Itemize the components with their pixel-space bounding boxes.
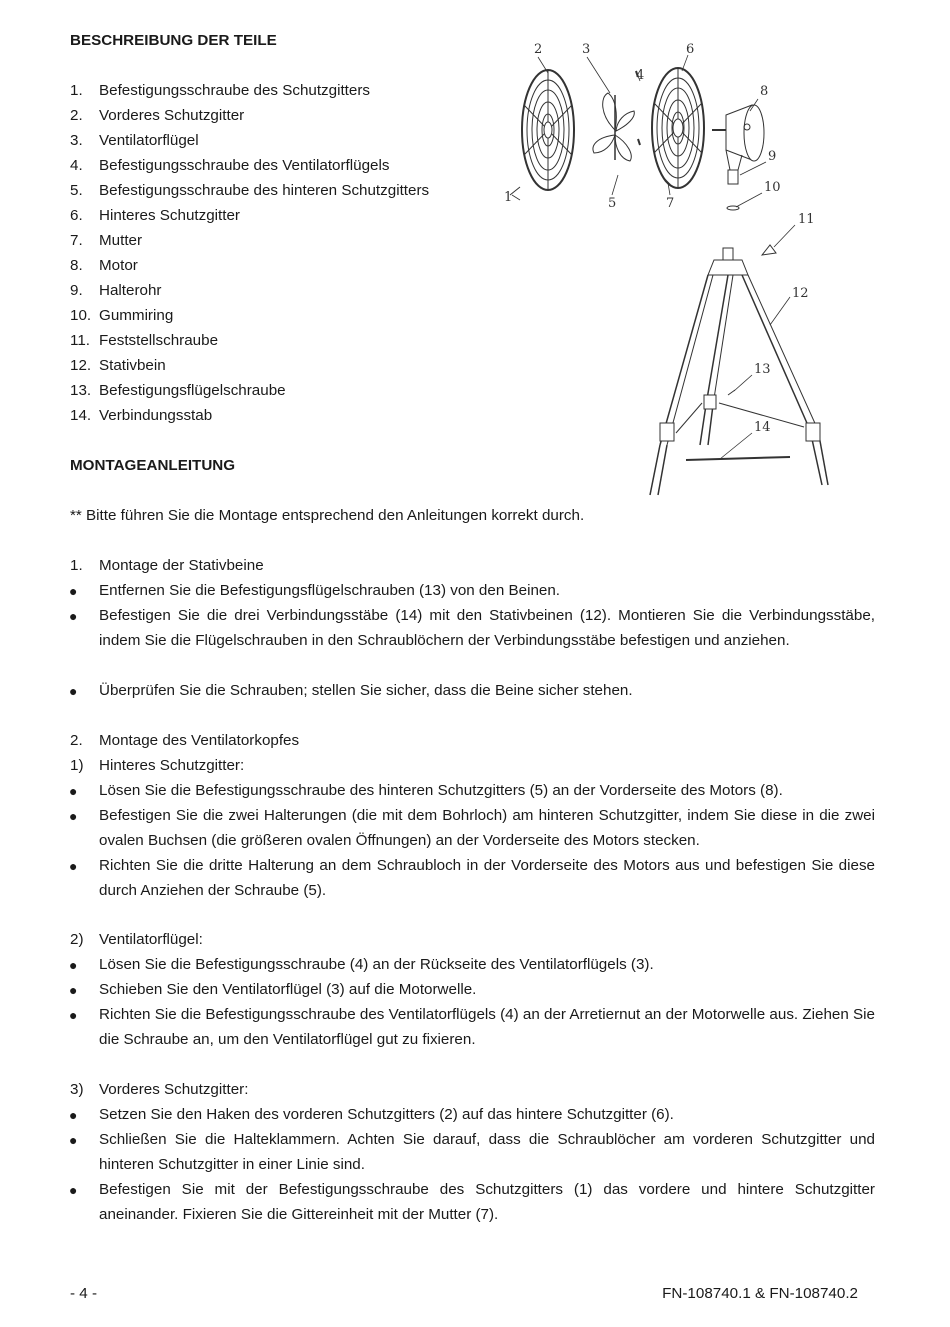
part-name: Motor — [99, 257, 138, 274]
instruction-text: Schließen Sie die Halteklammern. Achten Sie darauf, dass die Schraublöcher am vorderen Schutzgitter und hinteren Schutzgitter in einer Linie sind. — [99, 1131, 875, 1173]
bullet: ● — [69, 583, 78, 599]
part-number: 1. — [70, 82, 83, 99]
bullet: ● — [69, 683, 78, 699]
rear-grille-drawing — [652, 68, 704, 188]
part-number: 14. — [70, 407, 92, 424]
section-title: Montage des Ventilatorkopfes — [99, 732, 300, 749]
instruction-text: Richten Sie die dritte Halterung an dem Schraubloch in der Vorderseite des Motors aus und befestigen Sie diese durch Anziehen der Schraube (5). — [99, 857, 875, 899]
instruction-text: Überprüfen Sie die Schrauben; stellen Sie sicher, dass die Beine sicher stehen. — [99, 682, 633, 699]
part-number: 9. — [70, 282, 83, 299]
diagram-label-9: 9 — [768, 149, 777, 164]
bullet: ● — [69, 1107, 78, 1123]
bullet: ● — [69, 957, 78, 973]
section-title: Montage der Stativbeine — [99, 557, 264, 574]
part-number: 10. — [70, 307, 92, 324]
part-name: Hinteres Schutzgitter — [99, 207, 240, 224]
diagram-label-11: 11 — [798, 212, 815, 227]
diagram-label-3: 3 — [582, 42, 591, 57]
diagram-label-8: 8 — [760, 84, 769, 99]
instruction-text: Setzen Sie den Haken des vorderen Schutzgitters (2) auf das hintere Schutzgitter (6). — [99, 1106, 674, 1123]
subsection-title: Vorderes Schutzgitter: — [99, 1081, 249, 1098]
instruction-text: Richten Sie die Befestigungsschraube des Ventilatorflügels (4) an der Arretiernut an der Motorwelle aus. Ziehen Sie die Schraube an, um den Ventilatorflügel gut zu fixieren. — [99, 1006, 875, 1048]
part-number: 5. — [70, 182, 83, 199]
subsection-number: 1) — [70, 757, 84, 774]
instruction-text: Schieben Sie den Ventilatorflügel (3) auf die Motorwelle. — [99, 981, 477, 998]
instruction-text: Entfernen Sie die Befestigungsflügelschrauben (13) von den Beinen. — [99, 582, 561, 599]
bullet: ● — [69, 783, 78, 799]
front-grille-drawing — [522, 70, 574, 190]
diagram-label-5: 5 — [608, 196, 617, 211]
instruction-text: Lösen Sie die Befestigungsschraube des hinteren Schutzgitters (5) an der Vorderseite des Motors (8). — [99, 782, 783, 799]
part-number: 12. — [70, 357, 92, 374]
assembly-note: ** Bitte führen Sie die Montage entsprechend den Anleitungen korrekt durch. — [70, 507, 585, 524]
subsection-title: Hinteres Schutzgitter: — [99, 757, 245, 774]
diagram-label-14: 14 — [754, 420, 771, 435]
subsection-number: 2) — [70, 931, 84, 948]
subsection-number: 3) — [70, 1081, 84, 1098]
diagram-label-6: 6 — [686, 42, 695, 57]
diagram-label-13: 13 — [754, 362, 771, 377]
part-name: Ventilatorflügel — [99, 132, 199, 149]
bullet: ● — [69, 808, 78, 824]
fan-blade-drawing — [593, 93, 634, 161]
bullet: ● — [69, 608, 78, 624]
fan-exploded-diagram — [490, 35, 840, 500]
diagram-label-12: 12 — [792, 286, 809, 301]
part-number: 6. — [70, 207, 83, 224]
diagram-label-10: 10 — [764, 180, 781, 195]
motor-drawing — [712, 105, 764, 184]
part-number: 8. — [70, 257, 83, 274]
part-number: 4. — [70, 157, 83, 174]
diagram-label-2: 2 — [534, 42, 543, 57]
diagram-label-4: 4 — [636, 68, 645, 83]
part-name: Halterohr — [99, 282, 162, 299]
subsection-title: Ventilatorflügel: — [99, 931, 203, 948]
bullet: ● — [69, 858, 78, 874]
parts-heading: BESCHREIBUNG DER TEILE — [70, 32, 277, 49]
instruction-text: Befestigen Sie die drei Verbindungsstäbe (14) mit den Stativbeinen (12). Montieren Sie die Verbindungsstäbe, indem Sie die Flügelschrauben in den Schraublöchern der Verbindungsstäbe befestigen und anziehen. — [99, 607, 875, 649]
part-name: Stativbein — [99, 357, 166, 374]
part-name: Vorderes Schutzgitter — [99, 107, 245, 124]
bullet: ● — [69, 1132, 78, 1148]
bullet: ● — [69, 1007, 78, 1023]
part-number: 2. — [70, 107, 83, 124]
section-number: 1. — [70, 557, 83, 574]
instruction-text: Lösen Sie die Befestigungsschraube (4) an der Rückseite des Ventilatorflügels (3). — [99, 956, 654, 973]
part-name: Befestigungsschraube des Schutzgitters — [99, 82, 371, 99]
part-name: Mutter — [99, 232, 143, 249]
part-name: Gummiring — [99, 307, 174, 324]
instruction-text: Befestigen Sie die zwei Halterungen (die mit dem Bohrloch) am hinteren Schutzgitter, indem Sie diese in die zwei ovalen Buchsen (die größeren ovalen Öffnungen) an der Vorderseite des Motors stecken. — [99, 807, 875, 849]
part-number: 11. — [70, 332, 90, 349]
part-number: 7. — [70, 232, 83, 249]
instruction-text: Befestigen Sie mit der Befestigungsschraube des Schutzgitters (1) das vordere und hintere Schutzgitter aneinander. Fixieren Sie die Gittereinheit mit der Mutter (7). — [99, 1181, 875, 1223]
part-name: Befestigungsflügelschraube — [99, 382, 286, 399]
section-number: 2. — [70, 732, 83, 749]
part-number: 13. — [70, 382, 92, 399]
page-number: - 4 - — [70, 1285, 98, 1302]
part-name: Befestigungsschraube des Ventilatorflügels — [99, 157, 390, 174]
part-name: Befestigungsschraube des hinteren Schutzgitters — [99, 182, 430, 199]
diagram-label-1: 1 — [504, 190, 513, 205]
part-name: Verbindungsstab — [99, 407, 213, 424]
bullet: ● — [69, 982, 78, 998]
small-parts-drawing — [510, 71, 776, 255]
bullet: ● — [69, 1182, 78, 1198]
model-number: FN-108740.1 & FN-108740.2 — [662, 1285, 858, 1302]
part-number: 3. — [70, 132, 83, 149]
part-name: Feststellschraube — [99, 332, 219, 349]
diagram-label-7: 7 — [666, 196, 675, 211]
assembly-heading: MONTAGEANLEITUNG — [70, 457, 236, 474]
